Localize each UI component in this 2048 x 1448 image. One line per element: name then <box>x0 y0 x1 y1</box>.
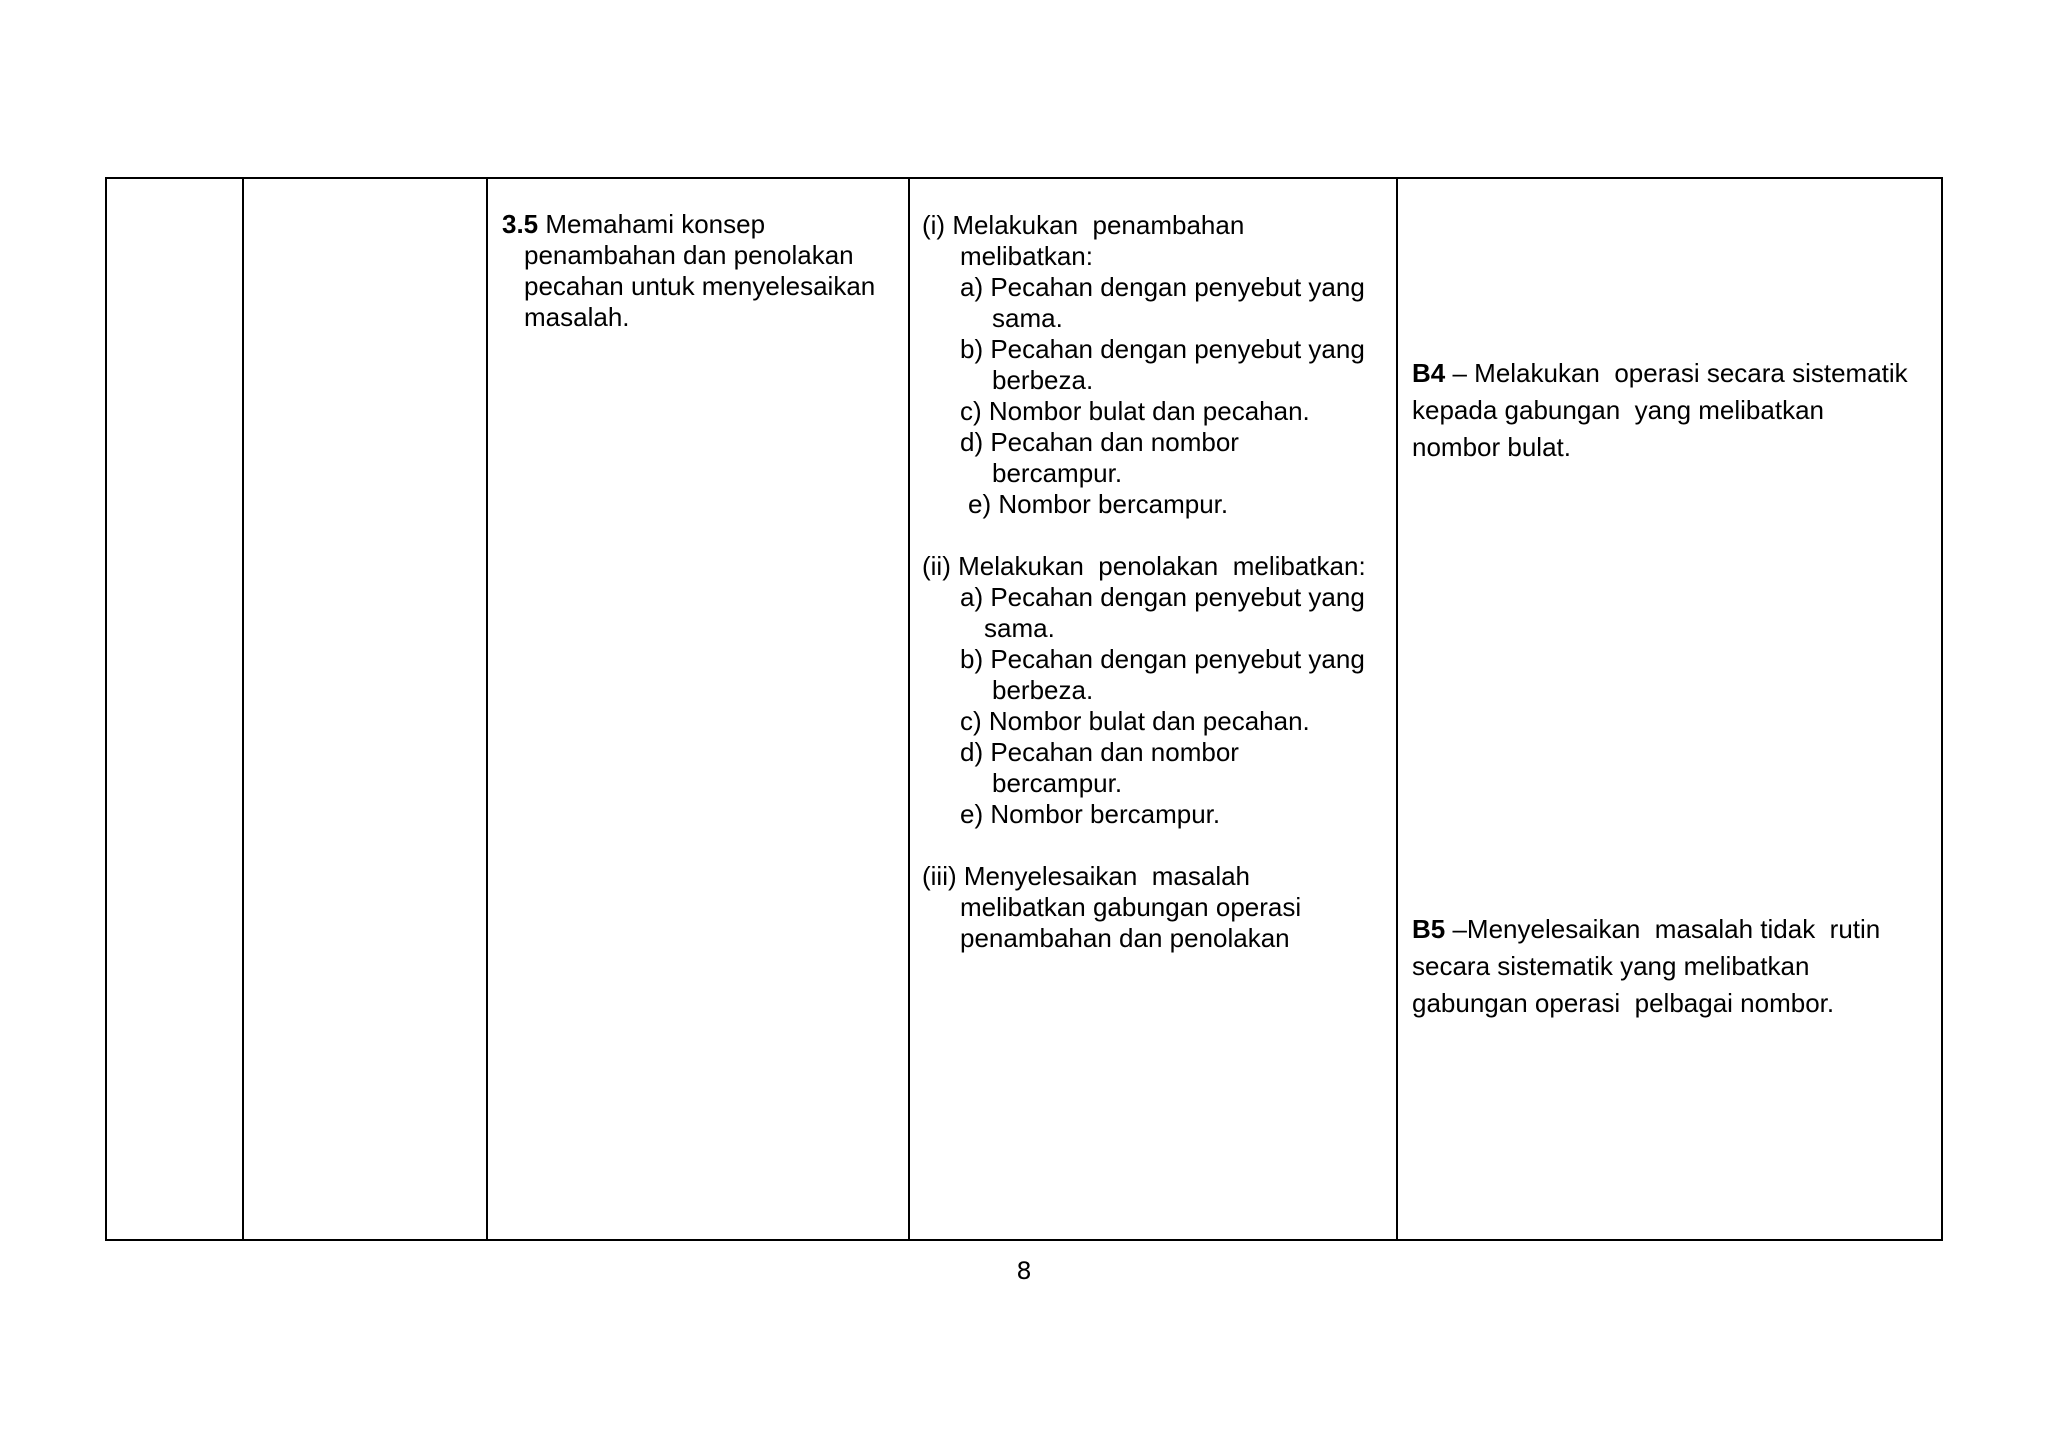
standard-line: masalah. <box>524 302 630 332</box>
band-line <box>1412 911 1929 948</box>
outcome-heading: (i) Melakukan penambahan <box>922 210 1245 240</box>
subitem-text: sama. <box>992 303 1063 333</box>
outcome-text: melibatkan: <box>960 241 1093 271</box>
subitem-text: b) Pecahan dengan penyebut yang <box>960 334 1365 364</box>
outcome-subitem <box>922 489 1384 520</box>
band-text: – Melakukan operasi secara sistematik <box>1445 358 1908 388</box>
band-line <box>1412 355 1929 392</box>
subitem-text: c) Nombor bulat dan pecahan. <box>960 396 1310 426</box>
outcome-text: melibatkan gabungan operasi <box>960 892 1302 922</box>
spacer <box>922 520 1384 551</box>
outcome-subitem <box>922 706 1384 737</box>
outcome-ii <box>922 551 1384 830</box>
band-line: secara sistematik yang melibatkan <box>1412 951 1810 981</box>
outcome-i <box>922 210 1384 520</box>
standard-line: pecahan untuk menyelesaikan <box>524 271 876 301</box>
standard-line: penambahan dan penolakan <box>524 240 854 270</box>
column-1-cell <box>106 178 243 1240</box>
curriculum-table <box>105 177 1943 1241</box>
subitem-text: d) Pecahan dan nombor <box>960 737 1239 767</box>
band-b4 <box>1412 355 1929 466</box>
subitem-text: berbeza. <box>992 365 1094 395</box>
page-number: 8 <box>1016 1257 1032 1285</box>
outcome-subitem <box>922 582 1384 644</box>
outcome-subitem <box>922 272 1384 334</box>
subitem-text: bercampur. <box>992 458 1123 488</box>
standard-line <box>502 209 898 240</box>
outcome-heading: (iii) Menyelesaikan masalah <box>922 861 1251 891</box>
outcome-subitem <box>922 427 1384 489</box>
column-2-cell <box>243 178 487 1240</box>
subitem-text: a) Pecahan dengan penyebut yang <box>960 582 1365 612</box>
subitem-text: b) Pecahan dengan penyebut yang <box>960 644 1365 674</box>
outcome-iii <box>922 861 1384 954</box>
learning-standard-cell <box>909 178 1397 1240</box>
outcome-subitem <box>922 737 1384 799</box>
outcome-subitem <box>922 644 1384 706</box>
content-standard-cell <box>487 178 909 1240</box>
band-line: nombor bulat. <box>1412 432 1571 462</box>
band-line: kepada gabungan yang melibatkan <box>1412 395 1824 425</box>
subitem-text: e) Nombor bercampur. <box>968 489 1229 519</box>
subitem-text: d) Pecahan dan nombor <box>960 427 1239 457</box>
performance-standard-cell <box>1397 178 1942 1240</box>
subitem-text: berbeza. <box>992 675 1094 705</box>
content-standard <box>488 179 908 333</box>
table-row <box>106 178 1942 1240</box>
subitem-text: a) Pecahan dengan penyebut yang <box>960 272 1365 302</box>
outcome-text: penambahan dan penolakan <box>960 923 1290 953</box>
standard-code: 3.5 <box>502 209 539 239</box>
band-code: B5 <box>1412 914 1446 944</box>
subitem-text: sama. <box>984 613 1055 643</box>
band-text: –Menyelesaikan masalah tidak rutin <box>1445 914 1881 944</box>
spacer <box>922 830 1384 861</box>
standard-text: Memahami konsep <box>538 209 766 239</box>
outcome-subitem <box>922 799 1384 830</box>
outcome-heading: (ii) Melakukan penolakan melibatkan: <box>922 551 1366 581</box>
subitem-text: bercampur. <box>992 768 1123 798</box>
subitem-text: c) Nombor bulat dan pecahan. <box>960 706 1310 736</box>
outcome-subitem <box>922 396 1384 427</box>
band-b5 <box>1412 911 1929 1022</box>
band-code: B4 <box>1412 358 1446 388</box>
learning-standard-list <box>910 179 1396 954</box>
outcome-subitem <box>922 334 1384 396</box>
band-line: gabungan operasi pelbagai nombor. <box>1412 988 1835 1018</box>
subitem-text: e) Nombor bercampur. <box>960 799 1221 829</box>
